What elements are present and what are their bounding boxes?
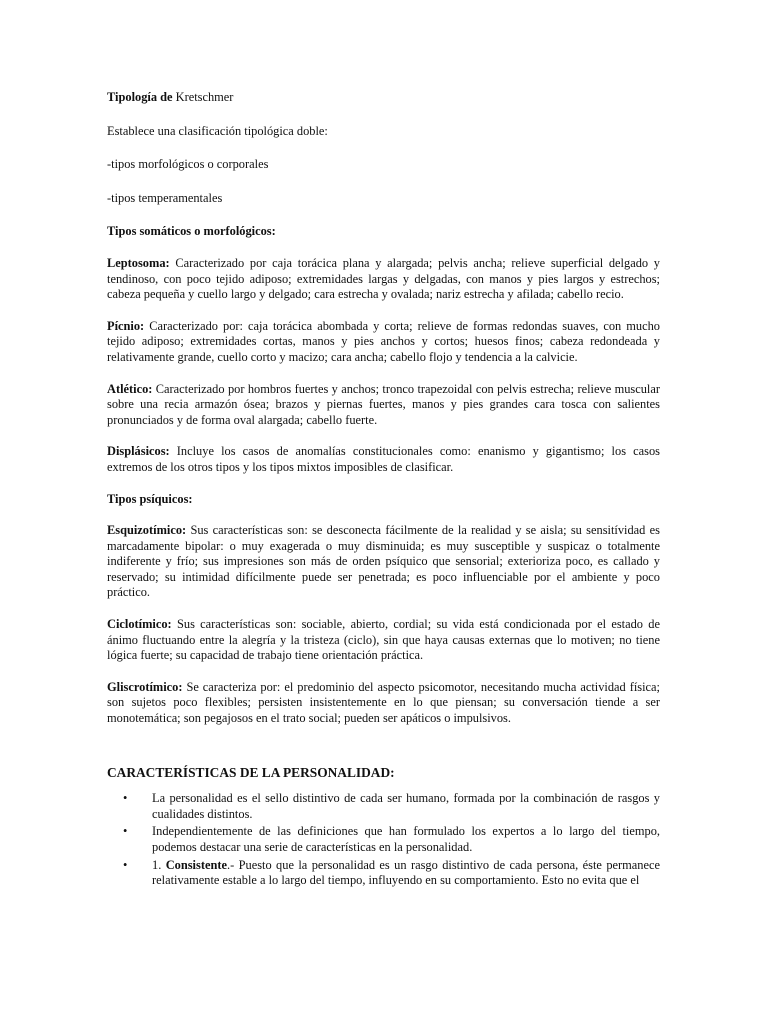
list-item-text: .- Puesto que la personalidad es un rasgo distintivo de cada persona, éste permanece relativamente estable a lo largo del tiempo, influyendo en su comportamiento. Esto no evita que el [152,857,660,888]
somatic-entry-displasicos [107,444,660,475]
entry-term: Pícnio: [107,318,145,333]
entry-term: Leptosoma: [107,255,170,270]
title-name: Kretschmer [175,90,234,104]
entry-text: Incluye los casos de anomalías constitucionales como: enanismo y gigantismo; los casos extremos de los otros tipos y los tipos mixtos imposibles de clasificar. [107,444,660,474]
psychic-entry-gliscrotimico [107,680,660,727]
classification-item: -tipos temperamentales [107,190,223,205]
list-item [107,791,660,822]
entry-term: Gliscrotímico: [107,679,183,694]
list-item [107,858,660,889]
entry-term: Atlético: [107,381,153,396]
bullet-icon: • [123,824,128,839]
list-item-text: Independientemente de las definiciones que han formulado los expertos a lo largo del tiempo, podemos destacar una serie de características en la personalidad. [152,824,660,854]
classification-list [107,157,660,206]
entry-text: Sus características son: sociable, abierto, cordial; su vida está condicionada por el estado de ánimo fluctuando entre la alegría y la tristeza (ciclo), sin que haya causas externas que lo motiven; no tiene lógica fuerte; su capacidad de trabajo tiene orientación práctica. [107,617,660,663]
bullet-icon: • [123,791,128,806]
entry-term: Displásicos: [107,444,170,459]
list-item-prefix: 1. [152,857,166,872]
classification-item: -tipos morfológicos o corporales [107,157,269,172]
entry-text: Caracterizado por hombros fuertes y anchos; tronco trapezoidal con pelvis estrecha; relieve muscular sobre una recia armazón ósea; brazos y piernas fuertes, manos y pies grandes cara tosca con salientes pronunciados y de forma oval alargada; cabello fuerte. [107,381,660,427]
personality-list [107,791,660,889]
psychic-entry-ciclotimico [107,617,660,664]
bullet-icon: • [123,857,128,872]
entry-text: Caracterizado por caja torácica plana y alargada; pelvis ancha; relieve superficial delgado y tendinoso, con poco tejido adiposo; extremidades largas y delgadas, con manos y pies largos y estrechos; cabeza pequeña y cuello largo y delgado; cara estrecha y ovalada; nariz estrecha y afilada; cabello recio. [107,255,661,302]
entry-text: Caracterizado por: caja torácica abombada y corta; relieve de formas redondas suaves, con mucho tejido adiposo; extremidades cortas, manos y pies anchos y cortos; huesos finos; cabeza redondeada y relativamente grande, cuello corto y macizo; cara ancha; cabello flojo y tendencia a la calvicie. [107,318,660,364]
list-item-text: La personalidad es el sello distintivo de cada ser humano, formada por la combinación de rasgos y cualidades distintos. [152,791,660,821]
entry-term: Esquizotímico: [107,523,187,538]
list-item [107,824,660,855]
document-body [107,90,660,891]
title-bold: Tipología de [107,90,173,104]
somatic-heading: Tipos somáticos o morfológicos: [107,224,276,239]
entry-text: Sus características son: se desconecta fácilmente de la realidad y se aisla; su sensitívidad es marcadamente bipolar: o muy exagerada o muy disminuida; es muy susceptible y suspicaz o totalmente indiferente y frío; sus impresiones son más de orden psíquico que sensorial; exterioriza poco, es callado y reservado; su intimidad difícilmente puede ser penetrada; es poco influenciable por el ambiente y poco práctico. [107,523,660,600]
psychic-entry-esquizotimico [107,523,660,601]
personality-heading: CARACTERÍSTICAS DE LA PERSONALIDAD: [107,764,395,780]
document-title [107,90,660,106]
intro-text: Establece una clasificación tipológica doble: [107,123,328,138]
entry-term: Ciclotímico: [107,617,172,632]
list-item-term: Consistente [165,857,227,872]
somatic-entry-atletico [107,382,660,429]
entry-text: Se caracteriza por: el predominio del aspecto psicomotor, necesitando mucha actividad física; son sujetos poco flexibles; persisten insistentemente en lo que piensan; su conversación tiende a ser monotemática; son pegajosos en el trato social; pueden ser apáticos o impulsivos. [107,679,660,726]
psychic-heading: Tipos psíquicos: [107,491,193,506]
somatic-entry-picnio [107,319,660,366]
somatic-entry-leptosoma [107,256,660,303]
